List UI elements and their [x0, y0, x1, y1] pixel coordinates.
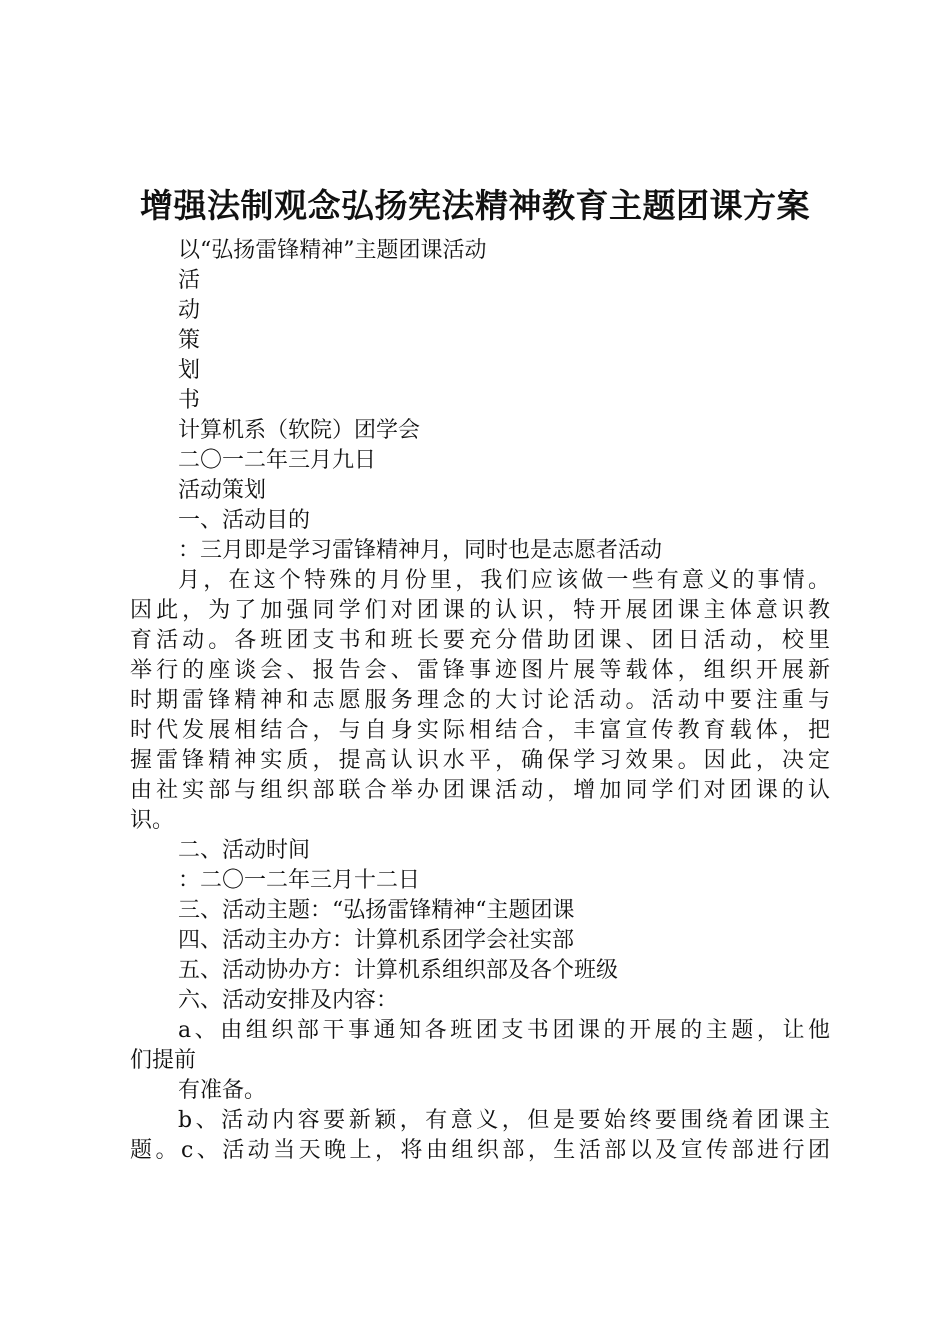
body-line: 握雷锋精神实质，提高认识水平，确保学习效果。因此，决定: [130, 748, 830, 773]
body-line: 有准备。: [178, 1078, 267, 1103]
body-line: 活动策划: [178, 478, 267, 503]
body-line: 动: [178, 298, 201, 323]
body-line: 二、活动时间: [178, 838, 311, 863]
body-line: 五、活动协办方：计算机系组织部及各个班级: [178, 958, 619, 983]
body-line: 六、活动安排及内容：: [178, 988, 399, 1013]
body-line: 一、活动目的: [178, 508, 311, 533]
body-line: 题。c、活动当天晚上，将由组织部，生活部以及宣传部进行团: [130, 1138, 830, 1163]
page-title: 增强法制观念弘扬宪法精神教育主题团课方案: [140, 186, 810, 225]
document-body: [130, 236, 830, 1166]
body-line: 三、活动主题：“弘扬雷锋精神“主题团课: [178, 898, 575, 923]
body-line: 四、活动主办方：计算机系团学会社实部: [178, 928, 575, 953]
body-line: ：三月即是学习雷锋精神月，同时也是志愿者活动: [178, 538, 663, 563]
body-line: b、活动内容要新颖，有意义，但是要始终要围绕着团课主: [178, 1108, 830, 1133]
body-line: a、由组织部干事通知各班团支书团课的开展的主题，让他: [178, 1018, 830, 1043]
body-line: 月，在这个特殊的月份里，我们应该做一些有意义的事情。: [178, 568, 830, 593]
body-line: ：二〇一二年三月十二日: [178, 868, 421, 893]
body-line: 举行的座谈会、报告会、雷锋事迹图片展等载体，组织开展新: [130, 658, 830, 683]
body-line: 育活动。各班团支书和班长要充分借助团课、团日活动，校里: [130, 628, 830, 653]
body-line: 计算机系（软院）团学会: [178, 418, 421, 443]
body-line: 因此，为了加强同学们对团课的认识，特开展团课主体意识教: [130, 598, 830, 623]
body-line: 们提前: [130, 1048, 197, 1073]
body-line: 由社实部与组织部联合举办团课活动，增加同学们对团课的认: [130, 778, 830, 803]
body-line: 时代发展相结合，与自身实际相结合，丰富宣传教育载体，把: [130, 718, 830, 743]
body-line: 书: [178, 388, 201, 413]
body-line: 以“弘扬雷锋精神”主题团课活动: [178, 238, 487, 263]
body-line: 识。: [130, 808, 175, 833]
body-line: 策: [178, 328, 201, 353]
body-line: 活: [178, 268, 201, 293]
body-line: 时期雷锋精神和志愿服务理念的大讨论活动。活动中要注重与: [130, 688, 830, 713]
body-line: 二〇一二年三月九日: [178, 448, 377, 473]
body-line: 划: [178, 358, 201, 383]
